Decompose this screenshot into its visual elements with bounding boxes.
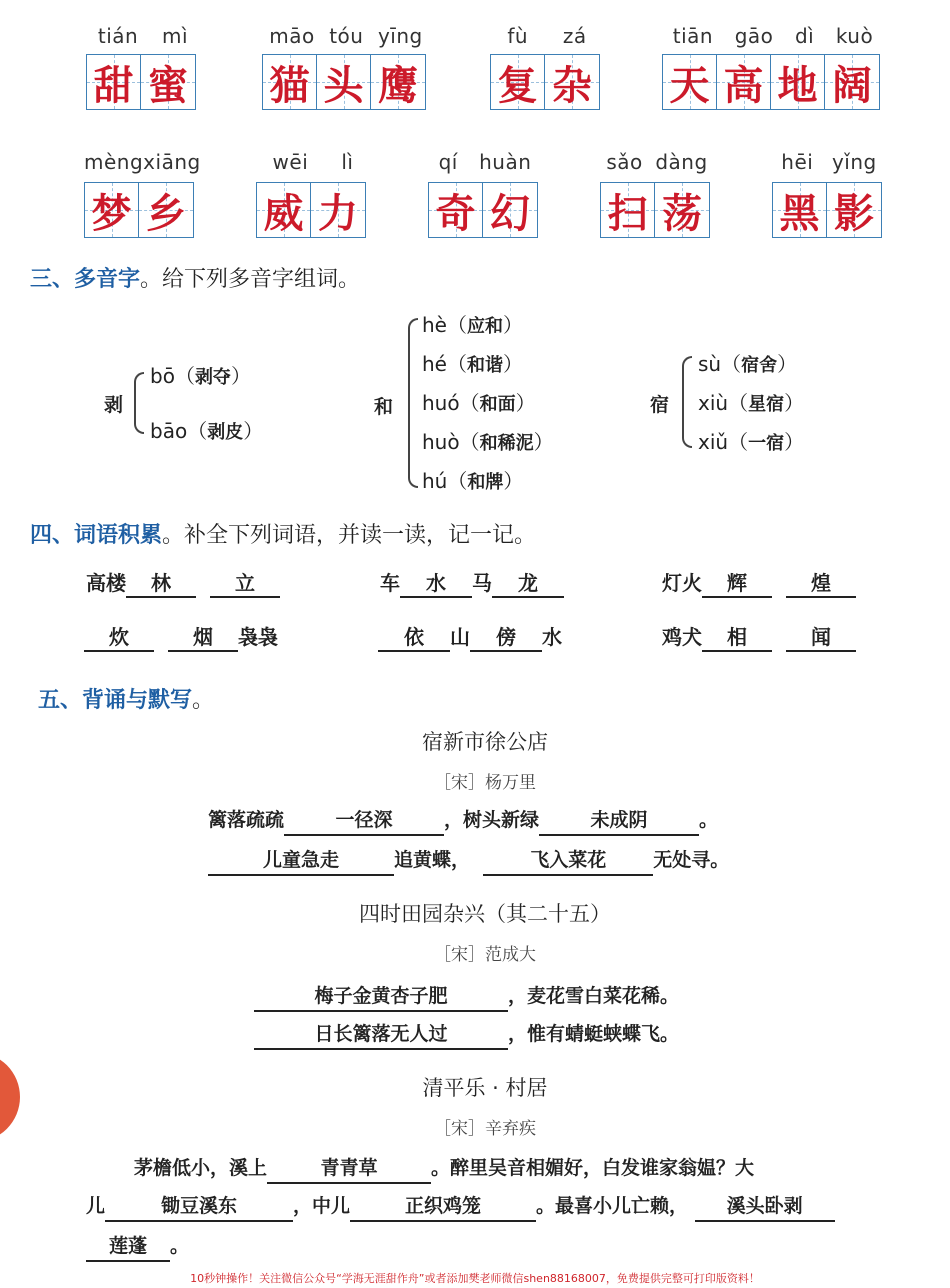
vocab-fill-row: 高楼 林 立: [86, 570, 280, 598]
vocab-grid-8: [600, 150, 714, 238]
pinyin: huàn: [479, 150, 532, 174]
poem-line: 儿童急走 追黄蝶， 飞入菜花 无处寻。: [208, 846, 729, 876]
brace: [682, 356, 692, 448]
vocab-fill-row: 炊 烟 袅袅: [84, 624, 278, 652]
pinyin: wēi: [272, 150, 309, 174]
char-cell: 威: [257, 183, 311, 237]
poem-title: 宿新市徐公店: [422, 730, 548, 754]
vocab-grid-6: [256, 150, 370, 238]
vocab-grid-5: [84, 150, 201, 238]
char-cell: 杂: [545, 55, 599, 109]
pinyin: māo: [269, 24, 315, 48]
poem-line: 篱落疏疏 一径深 ，树头新绿 未成阴 。: [208, 806, 718, 836]
poly-char: 宿: [650, 394, 670, 416]
pinyin: yīng: [377, 24, 423, 48]
poly-item: huó（和面）: [422, 391, 536, 415]
char-cell: 黑: [773, 183, 827, 237]
brace: [134, 372, 144, 434]
poly-item: bāo（剥皮）: [150, 419, 264, 443]
pinyin: fù: [507, 24, 529, 48]
char-cell: 高: [717, 55, 771, 109]
pinyin: yǐng: [831, 150, 877, 174]
poem-author: ［宋］范成大: [434, 945, 536, 965]
char-cell: 天: [663, 55, 717, 109]
section-4-heading: 四、词语积累。补全下列词语，并读一读，记一记。: [30, 523, 537, 548]
char-cell: 乡: [139, 183, 193, 237]
char-cell: 鹰: [371, 55, 425, 109]
poem-author: ［宋］杨万里: [434, 773, 536, 793]
poem-line: 茅檐低小，溪上 青青草 。醉里吴音相媚好，白发谁家翁媪？大: [134, 1154, 754, 1184]
char-cell: 扫: [601, 183, 655, 237]
poly-item: xiù（星宿）: [698, 391, 805, 415]
pinyin: sǎo: [606, 150, 643, 174]
vocab-grid-9: [772, 150, 886, 238]
pinyin: tóu: [329, 24, 364, 48]
poem-line: 梅子金黄杏子肥 ，麦花雪白菜花稀。: [254, 982, 679, 1012]
char-cell: 复: [491, 55, 545, 109]
vocab-fill-row: 依 山 傍 水: [378, 624, 562, 652]
pinyin: zá: [562, 24, 587, 48]
section-5-heading: 五、背诵与默写。: [38, 688, 215, 713]
vocab-fill-row: 车 水 马 龙: [380, 570, 564, 598]
footer-note: 10秒钟操作！关注微信公众号“学海无涯甜作舟”或者添加樊老师微信shen88168007，免费提供完整可打印版资料！: [190, 1272, 760, 1285]
pinyin: lì: [341, 150, 354, 174]
char-cell: 猫: [263, 55, 317, 109]
char-cell: 地: [771, 55, 825, 109]
vocab-grid-4: [662, 24, 884, 110]
poem-title: 清平乐 · 村居: [422, 1076, 548, 1100]
poly-item: hú（和牌）: [422, 469, 524, 493]
vocab-grid-2: [262, 24, 430, 110]
char-cell: 影: [827, 183, 881, 237]
char-cell: 奇: [429, 183, 483, 237]
poly-item: hè（应和）: [422, 313, 523, 337]
poem-line: 儿 锄豆溪东 ，中儿 正织鸡笼 。最喜小儿亡赖， 溪头卧剥: [86, 1192, 835, 1222]
char-cell: 梦: [85, 183, 139, 237]
char-cell: 荡: [655, 183, 709, 237]
poem-title: 四时田园杂兴（其二十五）: [359, 902, 611, 926]
poly-item: xiǔ（一宿）: [698, 430, 805, 454]
poly-char: 和: [374, 396, 394, 418]
char-cell: 幻: [483, 183, 537, 237]
brace: [408, 318, 418, 488]
pinyin: qí: [438, 150, 458, 174]
pinyin: xiāng: [143, 150, 201, 174]
poem-line: 莲蓬 。: [86, 1232, 189, 1262]
vocab-grid-3: [490, 24, 604, 110]
poly-item: sù（宿舍）: [698, 352, 798, 376]
vocab-fill-row: 鸡犬 相 闻: [662, 624, 856, 652]
poly-item: huò（和稀泥）: [422, 430, 554, 454]
char-cell: 蜜: [141, 55, 195, 109]
poly-item: hé（和谐）: [422, 352, 523, 376]
pinyin: tiān: [672, 24, 714, 48]
section-3-heading: 三、多音字。给下列多音字组词。: [30, 267, 361, 292]
poly-item: bō（剥夺）: [150, 364, 251, 388]
pinyin: kuò: [835, 24, 874, 48]
pinyin: dì: [794, 24, 815, 48]
poem-author: ［宋］辛弃疾: [434, 1119, 536, 1139]
char-cell: 阔: [825, 55, 879, 109]
pinyin: dàng: [655, 150, 708, 174]
vocab-grid-1: [86, 24, 200, 110]
vocab-fill-row: 灯火 辉 煌: [662, 570, 856, 598]
poly-char: 剥: [104, 394, 124, 416]
char-cell: 甜: [87, 55, 141, 109]
pinyin: hēi: [781, 150, 814, 174]
pinyin: tián: [97, 24, 139, 48]
char-cell: 力: [311, 183, 365, 237]
pinyin: gāo: [734, 24, 774, 48]
vocab-grid-7: [428, 150, 542, 238]
char-cell: 头: [317, 55, 371, 109]
pinyin: mì: [162, 24, 189, 48]
poem-line: 日长篱落无人过 ，惟有蜻蜓蛱蝶飞。: [254, 1020, 679, 1050]
pinyin: mèng: [84, 150, 144, 174]
